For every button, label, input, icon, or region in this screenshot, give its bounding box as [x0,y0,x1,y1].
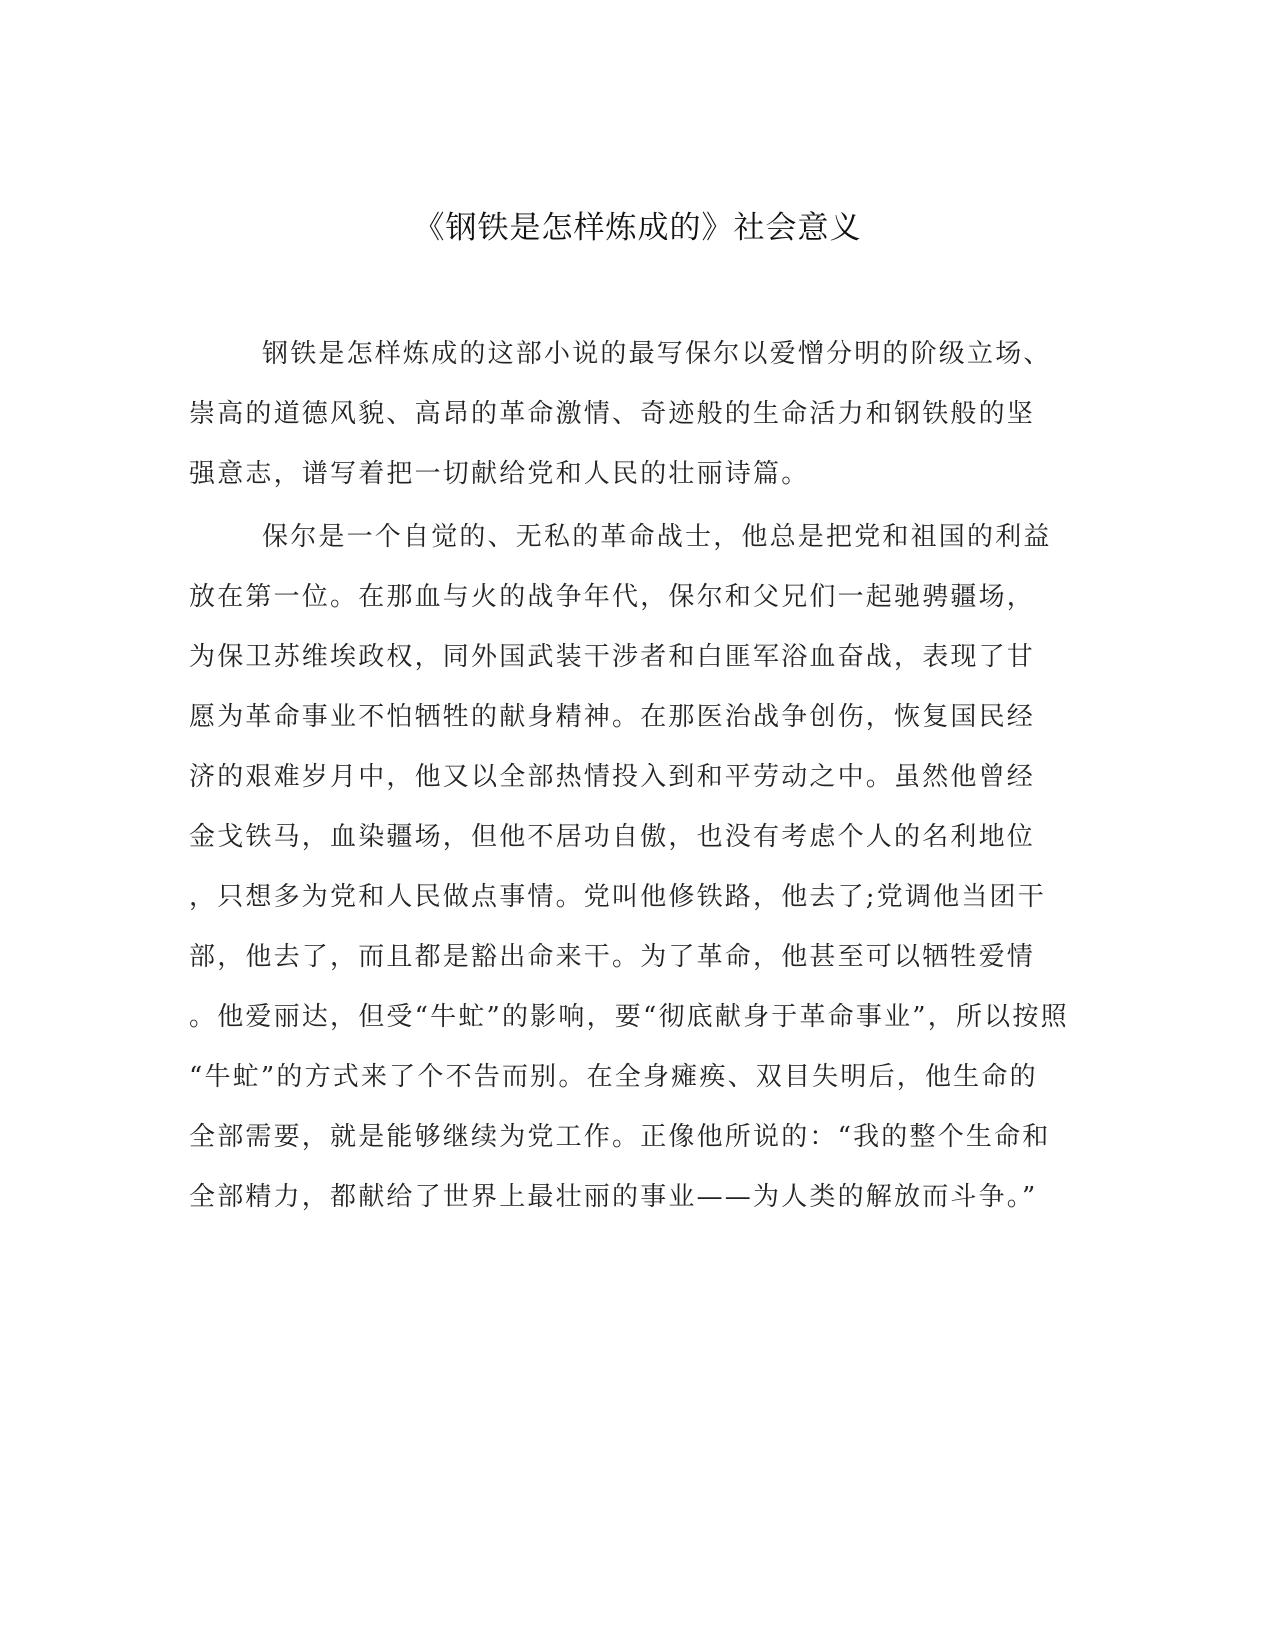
paragraph-line: 崇高的道德风貌、高昂的革命激情、奇迹般的生命活力和钢铁般的坚 [189,399,1036,429]
paragraph-line: 强意志，谱写着把一切献给党和人民的壮丽诗篇。 [189,459,810,489]
paragraph-line: 全部精力，都献给了世界上最壮丽的事业——为人类的解放而斗争。” [189,1182,1038,1212]
document-body [189,330,1089,1233]
paragraph-2 [189,513,1089,1233]
paragraph-line: 金戈铁马，血染疆场，但他不居功自傲，也没有考虑个人的名利地位 [189,822,1036,852]
paragraph-line: 。他爱丽达，但受“牛虻”的影响，要“彻底献身于革命事业”，所以按照 [189,1002,1069,1032]
paragraph-line: 钢铁是怎样炼成的这部小说的最写保尔以爱憎分明的阶级立场、 [262,339,1052,369]
paragraph-line: 为保卫苏维埃政权，同外国武装干涉者和白匪军浴血奋战，表现了甘 [189,642,1036,672]
paragraph-line: 济的艰难岁月中，他又以全部热情投入到和平劳动之中。虽然他曾经 [189,762,1036,792]
document-title: 《钢铁是怎样炼成的》社会意义 [413,210,862,246]
paragraph-line: 放在第一位。在那血与火的战争年代，保尔和父兄们一起驰骋疆场， [189,582,1036,612]
paragraph-line: “牛虻”的方式来了个不告而别。在全身瘫痪、双目失明后，他生命的 [189,1062,1038,1092]
paragraph-1 [189,330,1089,510]
paragraph-line: 保尔是一个自觉的、无私的革命战士，他总是把党和祖国的利益 [262,522,1052,552]
paragraph-line: 愿为革命事业不怕牺牲的献身精神。在那医治战争创伤，恢复国民经 [189,702,1036,732]
paragraph-line: 全部需要，就是能够继续为党工作。正像他所说的：“我的整个生命和 [189,1122,1051,1152]
paragraph-line: ，只想多为党和人民做点事情。党叫他修铁路，他去了;党调他当团干 [189,882,1046,912]
paragraph-line: 部，他去了，而且都是豁出命来干。为了革命，他甚至可以牺牲爱情 [189,942,1036,972]
